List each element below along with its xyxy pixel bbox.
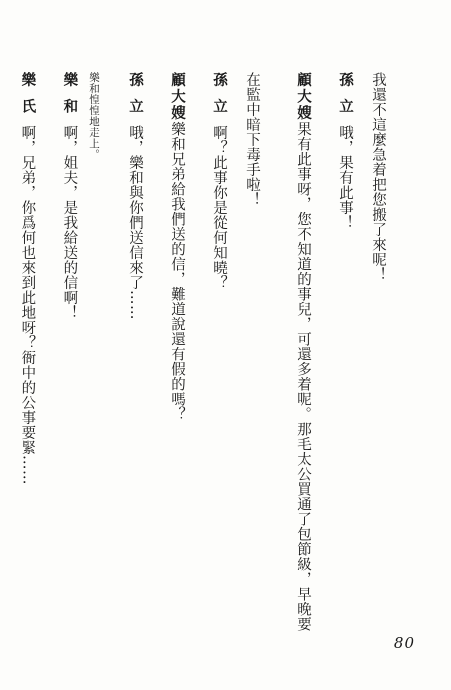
dialogue-text: 啊，兄弟，你爲何也來到此地呀？衙中的公事要緊……	[19, 125, 36, 485]
speaker-name: 樂氏	[19, 72, 37, 125]
stage-direction: 樂和惶惶地走上。	[88, 72, 100, 160]
dialogue-text: 哦，果有此事！	[337, 125, 353, 230]
dialogue-text: 我還不這麼急着把您搬了來呢！	[370, 72, 386, 282]
dialogue-line	[105, 72, 147, 612]
dialogue-text: 哦，樂和與你們送信來了……	[127, 125, 143, 320]
dialogue-text: 啊，姐夫，是我給送的信啊！	[61, 125, 78, 320]
speaker-name: 孫立	[127, 72, 144, 125]
dialogue-line	[147, 72, 189, 612]
speaker-name: 孫立	[211, 72, 228, 125]
speaker-name: 樂和	[61, 72, 79, 125]
speaker-name: 孫立	[337, 72, 354, 125]
dialogue-line	[231, 72, 273, 612]
speaker-name: 顧大嫂	[169, 72, 186, 122]
dialogue-line	[315, 72, 357, 612]
script-body	[0, 72, 399, 632]
page-number: 80	[393, 634, 415, 652]
dialogue-text: 啊？此事你是從何知曉？	[211, 125, 227, 290]
dialogue-line	[39, 72, 81, 612]
dialogue-line	[357, 72, 399, 612]
dialogue-line	[189, 72, 231, 612]
dialogue-text: 果有此事呀，您不知道的事兒，可還多着呢。那毛太公買通了包節級，早晚要	[295, 121, 311, 632]
dialogue-line	[273, 72, 315, 632]
speaker-name: 顧大嫂	[295, 72, 312, 122]
dialogue-text: 樂和兄弟給我們送的信，難道說還有假的嗎？	[169, 121, 185, 422]
dialogue-line	[0, 72, 39, 612]
dialogue-text: 在監中暗下毒手啦！	[244, 72, 260, 207]
